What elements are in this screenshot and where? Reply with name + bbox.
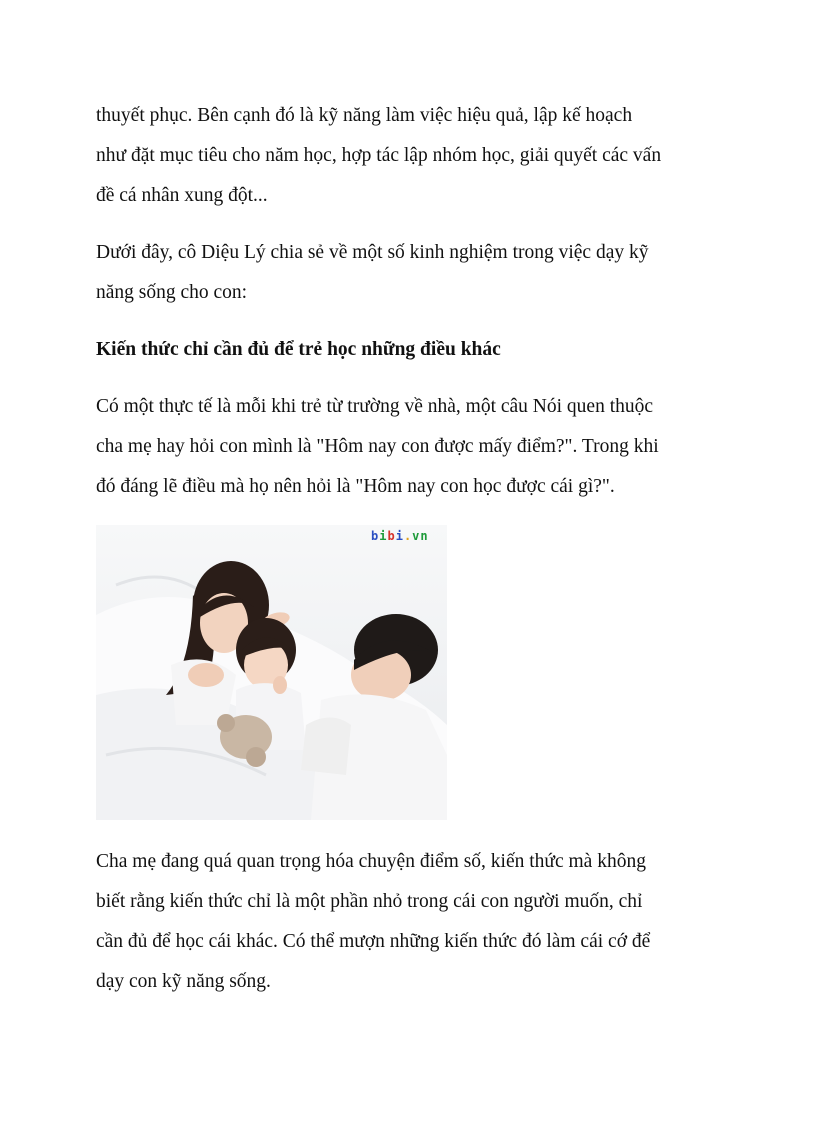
text-line: dạy con kỹ năng sống. <box>96 971 271 992</box>
share-paragraph <box>96 233 721 313</box>
text-line: thuyết phục. Bên cạnh đó là kỹ năng làm việc hiệu quả, lập kế hoạch <box>96 105 633 126</box>
text-line: năng sống cho con: <box>96 282 248 303</box>
text-line: cha mẹ hay hỏi con mình là "Hôm nay con được mấy điểm?". Trong khi <box>96 436 659 457</box>
section-heading: Kiến thức chỉ cần đủ để trẻ học những điều khác <box>96 339 501 360</box>
text-line: Cha mẹ đang quá quan trọng hóa chuyện điểm số, kiến thức mà không <box>96 851 646 872</box>
text-line: đề cá nhân xung đột... <box>96 185 268 206</box>
fact-paragraph <box>96 387 721 507</box>
text-line: Dưới đây, cô Diệu Lý chia sẻ về một số kinh nghiệm trong việc dạy kỹ <box>96 242 649 263</box>
text-line: biết rằng kiến thức chỉ là một phần nhỏ trong cái con người muốn, chỉ <box>96 891 643 912</box>
text-line: cần đủ để học cái khác. Có thể mượn những kiến thức đó làm cái cớ để <box>96 931 651 952</box>
document-page <box>96 96 721 1002</box>
parents-paragraph <box>96 842 721 1002</box>
bibi-watermark: bibi.vn <box>371 529 429 543</box>
family-photo <box>96 525 447 820</box>
text-line: như đặt mục tiêu cho năm học, hợp tác lập nhóm học, giải quyết các vấn <box>96 145 662 166</box>
text-line: đó đáng lẽ điều mà họ nên hỏi là "Hôm nay con học được cái gì?". <box>96 476 615 497</box>
intro-paragraph <box>96 96 721 216</box>
family-illustration <box>96 525 447 820</box>
text-line: Có một thực tế là mỗi khi trẻ từ trường về nhà, một câu Nói quen thuộc <box>96 396 654 417</box>
